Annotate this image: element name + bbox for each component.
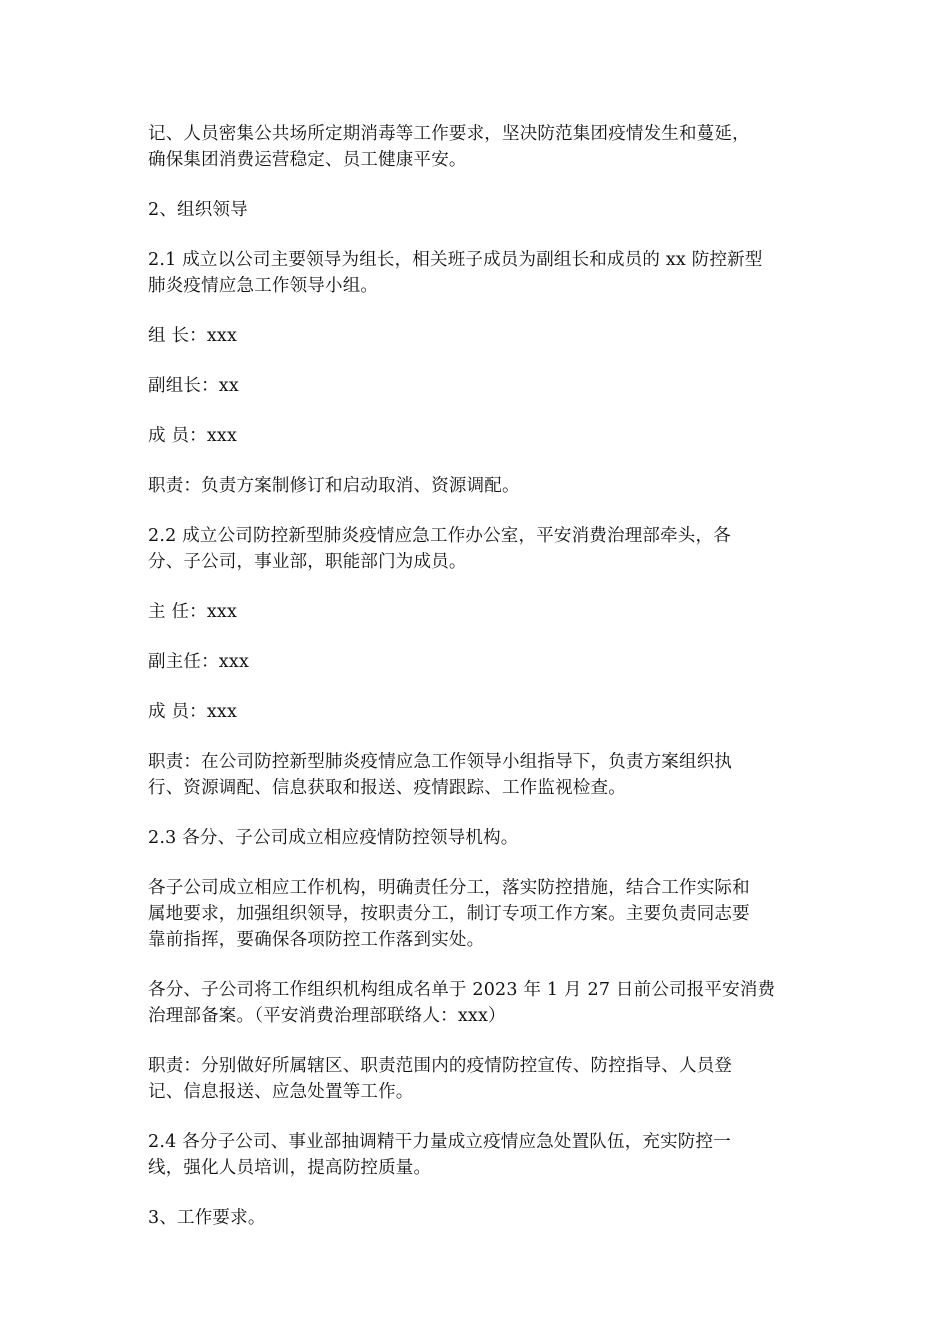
text-line: 组 长：xxx bbox=[148, 326, 238, 346]
text-line: 主 任：xxx bbox=[148, 602, 238, 622]
text-line: 2.3 各分、子公司成立相应疫情防控领导机构。 bbox=[148, 828, 519, 848]
text-line: 治理部备案。（平安消费治理部联络人：xxx） bbox=[148, 1006, 506, 1026]
text-line: 3、工作要求。 bbox=[148, 1208, 266, 1228]
section-heading-requirements bbox=[148, 1205, 808, 1231]
text-line: 2.2 成立公司防控新型肺炎疫情应急工作办公室，平安消费治理部牵头，各 bbox=[148, 526, 731, 546]
text-line: 各分、子公司将工作组织机构组成名单于 2023 年 1 月 27 日前公司报平安消费 bbox=[148, 980, 776, 1000]
text-line: 线，强化人员培训，提高防控质量。 bbox=[148, 1158, 432, 1178]
text-line: 肺炎疫情应急工作领导小组。 bbox=[148, 276, 379, 296]
text-line: 副组长：xx bbox=[148, 376, 239, 396]
text-line: 2.1 成立以公司主要领导为组长，相关班子成员为副组长和成员的 xx 防控新型 bbox=[148, 250, 763, 270]
deputy-director-line bbox=[148, 649, 808, 675]
duties-paragraph bbox=[148, 749, 808, 801]
section-heading-organization bbox=[148, 197, 808, 223]
members-line bbox=[148, 423, 808, 449]
text-line: 成 员：xxx bbox=[148, 426, 238, 446]
text-line: 副主任：xxx bbox=[148, 652, 250, 672]
text-line: 职责：在公司防控新型肺炎疫情应急工作领导小组指导下，负责方案组织执 bbox=[148, 752, 733, 772]
paragraph-goal-end bbox=[148, 121, 808, 173]
members-line bbox=[148, 699, 808, 725]
text-line: 2.4 各分子公司、事业部抽调精干力量成立疫情应急处置队伍，充实防控一 bbox=[148, 1132, 731, 1152]
text-line: 职责：负责方案制修订和启动取消、资源调配。 bbox=[148, 476, 520, 496]
paragraph-2-3 bbox=[148, 825, 808, 851]
deputy-leader-line bbox=[148, 373, 808, 399]
text-line: 记、人员密集公共场所定期消毒等工作要求，坚决防范集团疫情发生和蔓延， bbox=[148, 124, 750, 144]
text-line: 成 员：xxx bbox=[148, 702, 238, 722]
text-line: 靠前指挥，要确保各项防控工作落到实处。 bbox=[148, 930, 485, 950]
text-line: 记、信息报送、应急处置等工作。 bbox=[148, 1082, 414, 1102]
text-line: 行、资源调配、信息获取和报送、疫情跟踪、工作监视检查。 bbox=[148, 778, 626, 798]
text-line: 属地要求，加强组织领导，按职责分工，制订专项工作方案。主要负责同志要 bbox=[148, 904, 750, 924]
text-line: 2、组织领导 bbox=[148, 200, 248, 220]
document-body bbox=[148, 121, 808, 1255]
duties-line bbox=[148, 473, 808, 499]
text-line: 确保集团消费运营稳定、员工健康平安。 bbox=[148, 150, 467, 170]
paragraph-2-1 bbox=[148, 247, 808, 299]
subsidiary-paragraph bbox=[148, 875, 808, 953]
filing-paragraph bbox=[148, 977, 808, 1029]
leader-line bbox=[148, 323, 808, 349]
text-line: 分、子公司，事业部，职能部门为成员。 bbox=[148, 552, 467, 572]
paragraph-2-4 bbox=[148, 1129, 808, 1181]
text-line: 各子公司成立相应工作机构，明确责任分工，落实防控措施，结合工作实际和 bbox=[148, 878, 750, 898]
paragraph-2-2 bbox=[148, 523, 808, 575]
text-line: 职责：分别做好所属辖区、职责范围内的疫情防控宣传、防控指导、人员登 bbox=[148, 1056, 733, 1076]
duties-paragraph bbox=[148, 1053, 808, 1105]
director-line bbox=[148, 599, 808, 625]
